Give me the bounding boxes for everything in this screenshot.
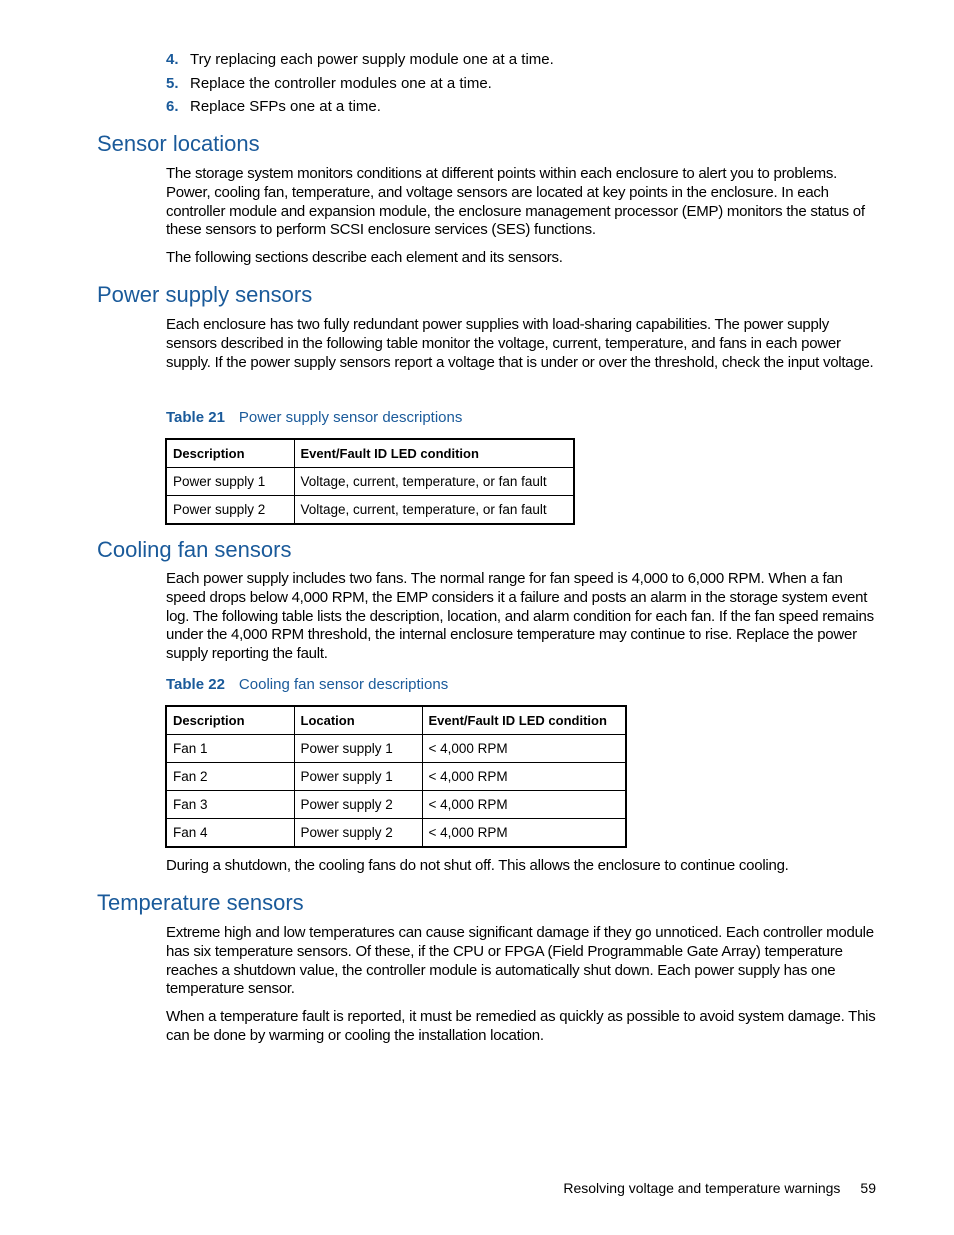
table-cell: Voltage, current, temperature, or fan fault — [294, 496, 574, 525]
table-cell: Power supply 1 — [294, 735, 422, 763]
table-cell: Power supply 2 — [294, 791, 422, 819]
table-22-caption — [166, 676, 448, 694]
column-header: Event/Fault ID LED condition — [422, 706, 626, 735]
column-header: Description — [166, 706, 294, 735]
table-row — [166, 468, 574, 496]
power-supply-paragraph: Each enclosure has two fully redundant power supplies with load-sharing capabilities. The power supply sensors described in the following table monitor the voltage, current, temperature, and fans in each power supply. If the power supply sensors report a voltage that is under or over the threshold, check the input voltage. — [166, 316, 874, 371]
table-cell: < 4,000 RPM — [422, 791, 626, 819]
table-title: Cooling fan sensor descriptions — [238, 676, 449, 693]
table-cell: Fan 1 — [166, 735, 294, 763]
heading-power-supply-sensors: Power supply sensors — [97, 282, 313, 307]
table-cell: Power supply 1 — [166, 468, 294, 496]
page-number: 59 — [860, 1180, 876, 1196]
table-row — [166, 496, 574, 525]
heading-sensor-locations: Sensor locations — [97, 131, 260, 156]
heading-cooling-fan-sensors: Cooling fan sensors — [97, 537, 292, 562]
column-header: Event/Fault ID LED condition — [294, 439, 574, 468]
table-cell: Fan 3 — [166, 791, 294, 819]
step-text: Replace the controller modules one at a time. — [190, 74, 492, 92]
footer-section-title: Resolving voltage and temperature warnings — [563, 1180, 841, 1196]
table-cell: Fan 4 — [166, 819, 294, 848]
table-number: Table 21 — [166, 409, 225, 426]
table-row — [166, 763, 626, 791]
table-cell: < 4,000 RPM — [422, 819, 626, 848]
step-text: Replace SFPs one at a time. — [190, 98, 381, 115]
table-header-row — [166, 439, 574, 468]
table-row — [166, 819, 626, 848]
column-header: Location — [294, 706, 422, 735]
table-21-caption — [166, 409, 462, 427]
step-number: 5. — [166, 74, 179, 92]
table-cell: < 4,000 RPM — [422, 735, 626, 763]
power-supply-sensor-table — [165, 438, 575, 525]
heading-temperature-sensors: Temperature sensors — [97, 890, 304, 915]
table-row — [166, 735, 626, 763]
table-cell: < 4,000 RPM — [422, 763, 626, 791]
step-item — [166, 97, 554, 121]
page-footer — [563, 1180, 876, 1196]
table-cell: Voltage, current, temperature, or fan fault — [294, 468, 574, 496]
cooling-fan-shutdown-note: During a shutdown, the cooling fans do not shut off. This allows the enclosure to continue cooling. — [166, 857, 789, 874]
table-number: Table 22 — [166, 676, 225, 693]
table-row — [166, 791, 626, 819]
sensor-locations-paragraph-2: The following sections describe each element and its sensors. — [166, 249, 563, 266]
cooling-fan-sensor-table — [165, 705, 627, 848]
table-cell: Fan 2 — [166, 763, 294, 791]
table-cell: Power supply 2 — [294, 819, 422, 848]
step-item — [166, 50, 554, 74]
step-number: 4. — [166, 51, 179, 68]
table-header-row — [166, 706, 626, 735]
column-header: Description — [166, 439, 294, 468]
table-cell: Power supply 2 — [166, 496, 294, 525]
troubleshooting-steps — [166, 50, 554, 121]
table-cell: Power supply 1 — [294, 763, 422, 791]
temperature-paragraph-2: When a temperature fault is reported, it must be remedied as quickly as possible to avoid system damage. This can be done by warming or cooling the installation location. — [166, 1008, 876, 1044]
sensor-locations-paragraph-1: The storage system monitors conditions at different points within each enclosure to alert you to problems. Power, cooling fan, temperature, and voltage sensors are located at key points in the enclosure. In each controller module and expansion module, the enclosure management processor (EMP) monitors the status of these sensors to perform SCSI enclosure services (SES) functions. — [166, 165, 865, 239]
table-title: Power supply sensor descriptions — [238, 409, 463, 426]
step-number: 6. — [166, 98, 179, 115]
step-text: Try replacing each power supply module one at a time. — [190, 51, 554, 68]
step-item — [166, 74, 554, 98]
temperature-paragraph-1: Extreme high and low temperatures can cause significant damage if they go unnoticed. Each controller module has six temperature sensors. Of these, if the CPU or FPGA (Field Programmable Gate Array) temperature reaches a shutdown value, the controller module is automatically shut down. Each power supply has one temperature sensor. — [166, 924, 874, 998]
cooling-fan-paragraph: Each power supply includes two fans. The normal range for fan speed is 4,000 to 6,000 RPM. When a fan speed drops below 4,000 RPM, the EMP considers it a failure and posts an alarm in the storage system event log. The following table lists the description, location, and alarm condition for each fan. If the fan speed remains under the 4,000 RPM threshold, the internal enclosure temperature may continue to rise. Replace the power supply reporting the fault. — [166, 570, 874, 663]
